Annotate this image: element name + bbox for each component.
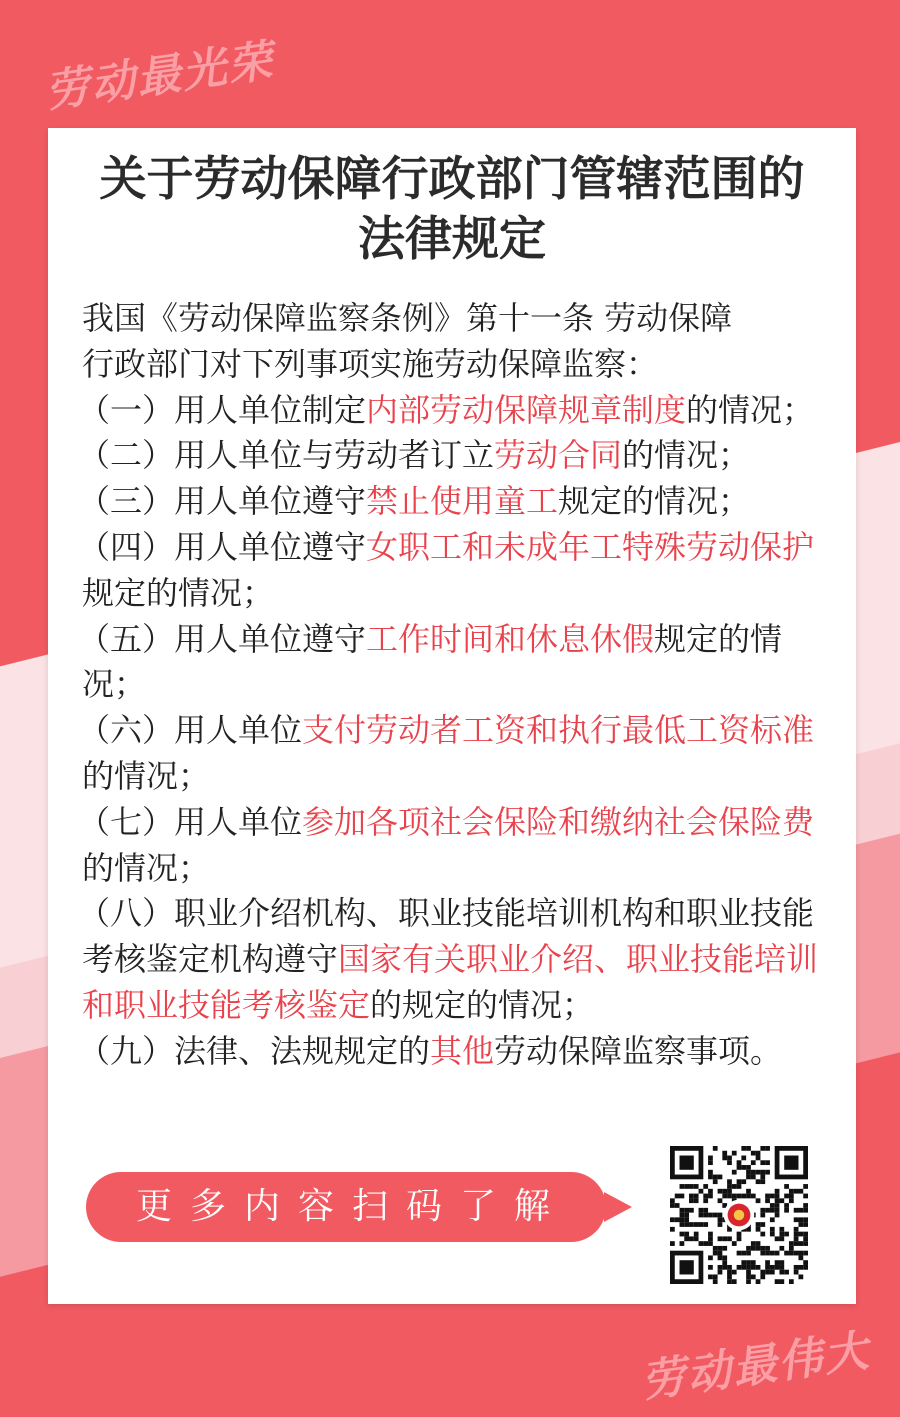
- list-item: （七）用人单位参加各项社会保险和缴纳社会保险费的情况；: [78, 802, 815, 887]
- highlight-text: 支付劳动者工资和执行最低工资标准: [302, 711, 815, 750]
- watermark-top: 劳动最光荣: [42, 35, 278, 118]
- highlight-text: 禁止使用童工: [366, 482, 559, 521]
- list-item: （一）用人单位制定内部劳动保障规章制度的情况；: [78, 390, 815, 429]
- intro-line-2: 行政部门对下列事项实施劳动保障监察：: [82, 344, 659, 383]
- page-title: [48, 150, 856, 270]
- intro-line-1: 我国《劳动保障监察条例》第十一条 劳动保障: [82, 299, 733, 337]
- content-card: [48, 128, 856, 1304]
- highlight-text: 劳动合同: [494, 436, 623, 475]
- qr-code-icon[interactable]: [664, 1140, 814, 1290]
- highlight-text: 国家有关职业介绍、职业技能培训和职业技能考核鉴定: [82, 940, 819, 1024]
- highlight-text: 其他: [430, 1031, 495, 1070]
- list-item: （八）职业介绍机构、职业技能培训机构和职业技能考核鉴定机构遵守国家有关职业介绍、职业技能培训和职业技能考核鉴定的规定的情况；: [78, 894, 819, 1024]
- list-item: （四）用人单位遵守女职工和未成年工特殊劳动保护规定的情况；: [78, 527, 815, 612]
- highlight-text: 工作时间和休息休假: [366, 619, 655, 658]
- regulation-text: [78, 296, 827, 1075]
- qr-code-graphic: [670, 1146, 808, 1284]
- list-item: （五）用人单位遵守工作时间和休息休假规定的情况；: [78, 619, 783, 704]
- list-item: （六）用人单位支付劳动者工资和执行最低工资标准的情况；: [78, 711, 815, 795]
- list-item: （三）用人单位遵守禁止使用童工规定的情况；: [78, 482, 751, 521]
- title-line-1: 关于劳动保障行政部门管辖范围的: [99, 152, 805, 207]
- scan-more-banner[interactable]: 更多内容扫码了解: [86, 1172, 606, 1242]
- highlight-text: 内部劳动保障规章制度: [366, 390, 687, 429]
- highlight-text: 参加各项社会保险和缴纳社会保险费: [302, 802, 815, 841]
- watermark-bottom: 劳动最伟大: [638, 1325, 874, 1408]
- list-item: （二）用人单位与劳动者订立劳动合同的情况；: [78, 436, 751, 475]
- highlight-text: 女职工和未成年工特殊劳动保护: [366, 527, 815, 566]
- title-line-2: 法律规定: [358, 212, 546, 267]
- list-item: （九）法律、法规规定的其他劳动保障监察事项。: [78, 1031, 783, 1070]
